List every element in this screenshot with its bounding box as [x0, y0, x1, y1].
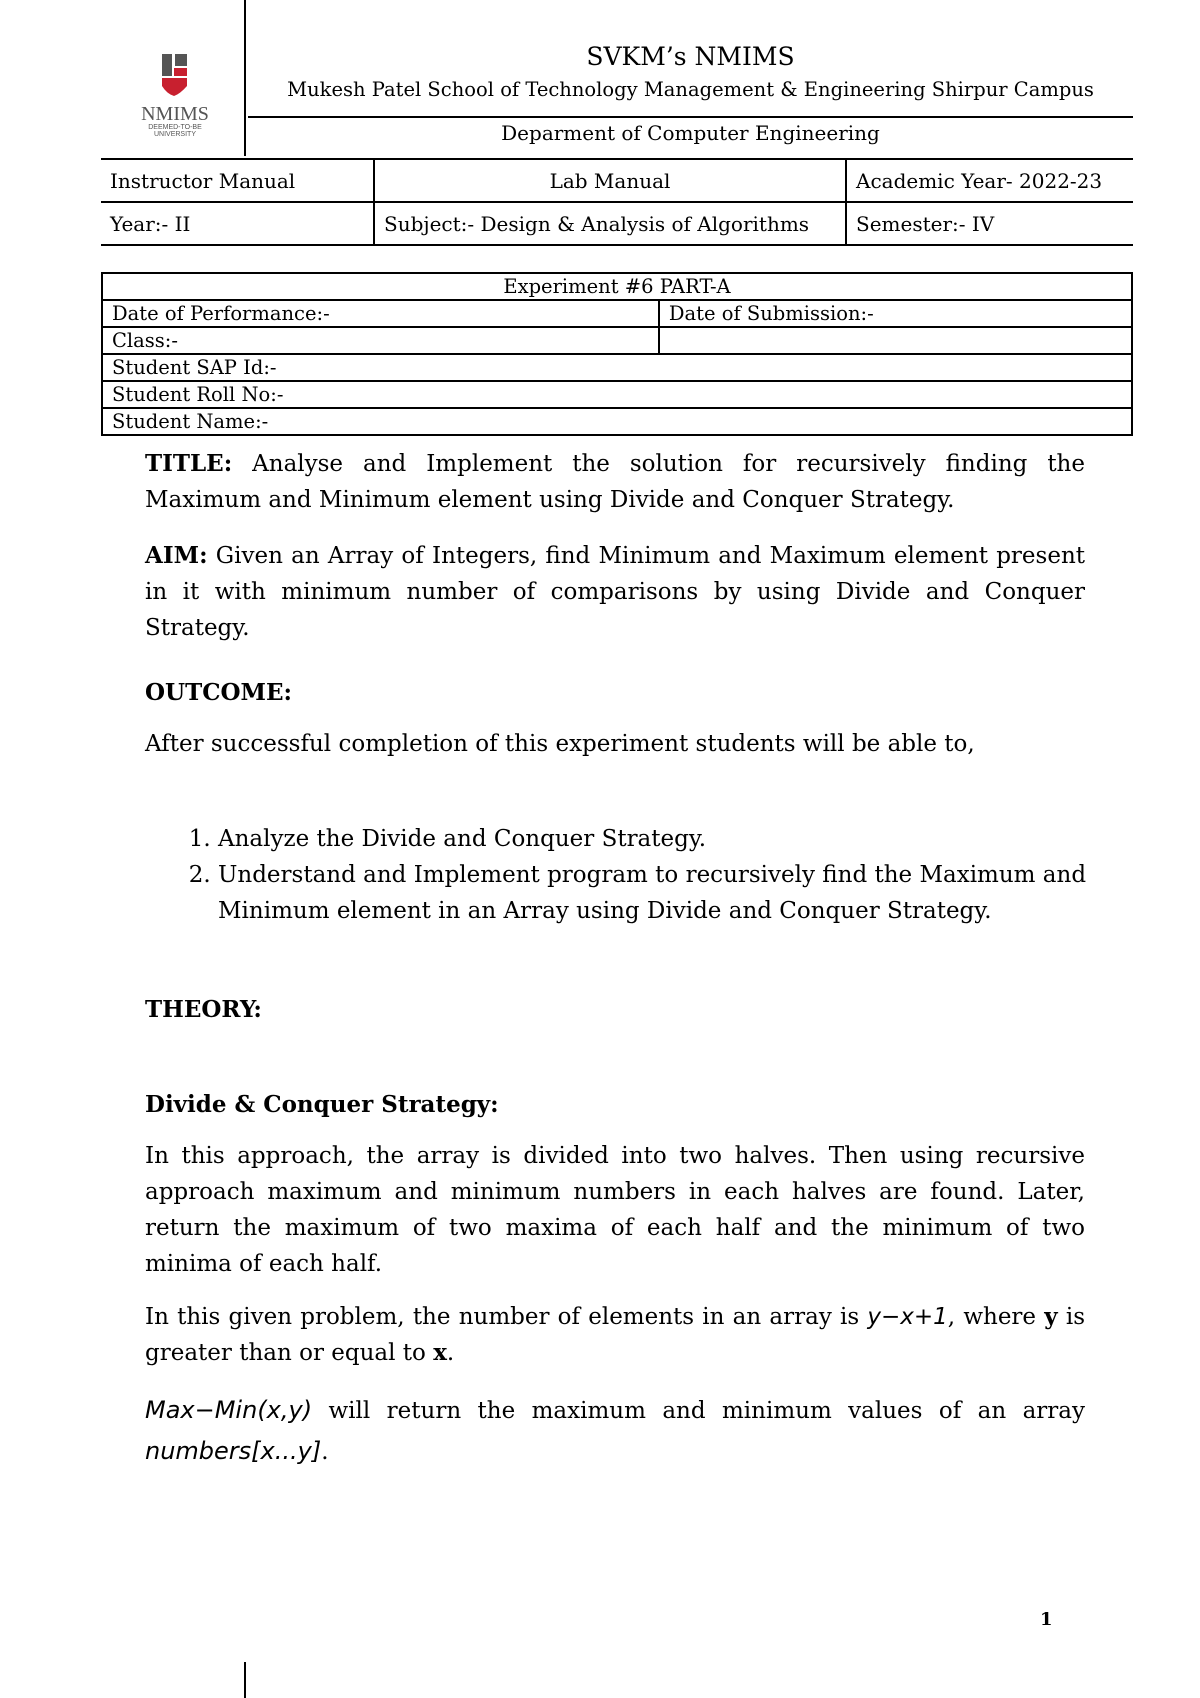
aim-text: Given an Array of Integers, find Minimum and Maximum element present in it with minimum number of comparisons by using Divide and Conquer Strategy.	[145, 543, 1085, 641]
date-of-submission-field: Date of Submission:-	[659, 300, 1132, 327]
maxmin-function: Max−Min(x,y)	[145, 1396, 313, 1424]
problem-text: .	[446, 1340, 455, 1366]
table-row	[102, 354, 1132, 381]
table-row	[102, 381, 1132, 408]
roll-no-field: Student Roll No:-	[102, 381, 1132, 408]
aim-paragraph	[145, 538, 1085, 646]
class-field: Class:-	[102, 327, 659, 354]
divide-conquer-heading: Divide & Conquer Strategy:	[145, 1091, 499, 1118]
theory-heading: THEORY:	[145, 996, 262, 1023]
subject-cell: Subject:- Design & Analysis of Algorithms	[374, 202, 846, 245]
divide-conquer-paragraph: In this approach, the array is divided into two halves. Then using recursive approach maximum and minimum numbers in each halves are found. Later, return the maximum of two maxima of each half and the minimum of two minima of each half.	[145, 1143, 1085, 1277]
lab-manual-cell: Lab Manual	[374, 159, 846, 202]
nmims-logo	[132, 52, 218, 136]
maxmin-text: will return the maximum and minimum values of an array	[312, 1398, 1085, 1424]
manual-info-table	[101, 158, 1133, 246]
outcome-list	[145, 821, 1158, 929]
empty-cell	[659, 327, 1132, 354]
table-row	[101, 202, 1133, 245]
table-row	[102, 327, 1132, 354]
aim-label: AIM:	[145, 542, 208, 569]
title-label: TITLE:	[145, 450, 233, 477]
outcome-intro: After successful completion of this experiment students will be able to,	[145, 731, 975, 757]
experiment-title: Experiment #6 PART-A	[102, 273, 1132, 300]
academic-year-cell: Academic Year- 2022-23	[846, 159, 1133, 202]
title-text: Analyse and Implement the solution for recursively finding the Maximum and Minimum element using Divide and Conquer Strategy.	[145, 451, 1085, 513]
header-vertical-rule	[244, 0, 246, 156]
problem-paragraph	[145, 1299, 1085, 1371]
table-row	[102, 408, 1132, 435]
logo-subtext: DEEMED-TO-BE UNIVERSITY	[148, 124, 202, 138]
year-cell: Year:- II	[101, 202, 374, 245]
list-item: 1. Analyze the Divide and Conquer Strategy.	[218, 821, 1158, 857]
var-x: x	[433, 1339, 447, 1366]
problem-text: In this given problem, the number of elements in an array is	[145, 1304, 868, 1330]
instructor-manual-cell: Instructor Manual	[101, 159, 374, 202]
student-name-field: Student Name:-	[102, 408, 1132, 435]
semester-cell: Semester:- IV	[846, 202, 1133, 245]
problem-text: is greater than or equal to	[145, 1304, 1085, 1366]
nmims-shield-icon	[132, 52, 218, 108]
table-row	[102, 300, 1132, 327]
title-paragraph	[145, 446, 1085, 518]
array-range: numbers[x...y]	[145, 1437, 322, 1465]
problem-text: , where	[947, 1304, 1045, 1330]
list-item: 2. Understand and Implement program to recursively find the Maximum and Minimum element in an Array using Divide and Conquer Strategy.	[218, 857, 1158, 929]
logo-wordmark: NMIMS	[141, 103, 209, 125]
table-row	[102, 273, 1132, 300]
department-name: Deparment of Computer Engineering	[501, 121, 880, 145]
maxmin-text: .	[321, 1439, 329, 1465]
maxmin-paragraph	[145, 1390, 1085, 1472]
date-of-performance-field: Date of Performance:-	[102, 300, 659, 327]
var-y: y	[1044, 1303, 1058, 1330]
outcome-heading: OUTCOME:	[145, 679, 293, 706]
school-name: Mukesh Patel School of Technology Management & Engineering Shirpur Campus	[287, 78, 1094, 101]
footer-vertical-rule	[244, 1662, 246, 1698]
page-number: 1	[1040, 1609, 1053, 1630]
experiment-details-table	[101, 272, 1133, 436]
element-count-formula: y−x+1	[867, 1304, 948, 1330]
sap-id-field: Student SAP Id:-	[102, 354, 1132, 381]
header-divider	[248, 116, 1133, 118]
org-name: SVKM’s NMIMS	[586, 42, 795, 71]
table-row	[101, 159, 1133, 202]
